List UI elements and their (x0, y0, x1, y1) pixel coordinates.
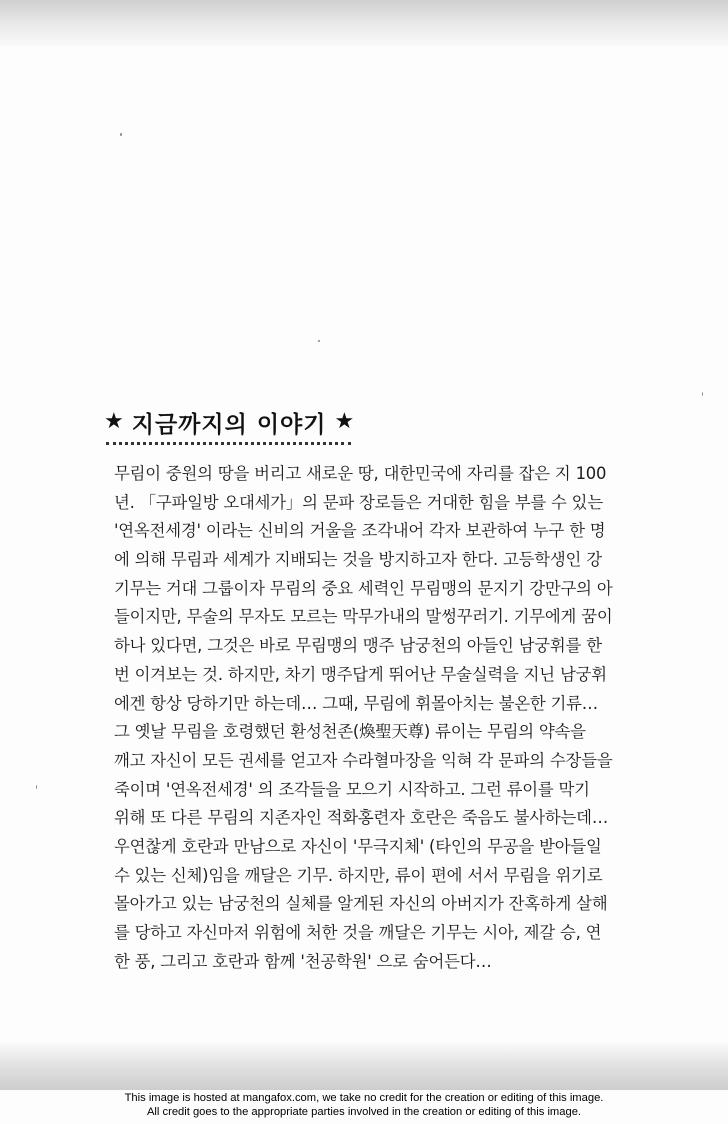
star-right-icon: ★ (334, 409, 355, 434)
story-line: 수 있는 신체)임을 깨달은 기무. 하지만, 류이 편에 서서 무림을 위기로 (114, 865, 603, 885)
story-line: 몰아가고 있는 남궁천의 실체를 알게된 자신의 아버지가 잔혹하게 살해 (114, 894, 608, 914)
story-line: 하나 있다면, 그것은 바로 무림맹의 맹주 남궁천의 아들인 남궁휘를 한 (114, 636, 602, 656)
heading-title: 지금까지의 이야기 (131, 411, 327, 438)
story-line: 에 의해 무림과 세계가 지배되는 것을 방지하고자 한다. 고등학생인 강 (114, 550, 602, 570)
story-line: 죽이며 '연옥전세경' 의 조각들을 모으기 시작하고. 그런 류이를 막기 (114, 779, 590, 799)
story-line: 번 이겨보는 것. 하지만, 차기 맹주답게 뛰어난 무술실력을 지닌 남궁휘 (114, 664, 607, 684)
star-left-icon: ★ (104, 409, 124, 434)
story-line: 년. 「구파일방 오대세가」의 문파 장로들은 거대한 힘을 부를 수 있는 (114, 492, 603, 512)
story-line: 우연찮게 호란과 만남으로 자신이 '무극지체' (타인의 무공을 받아들일 (114, 836, 602, 856)
scan-speck (702, 392, 703, 396)
story-line: 무림이 중원의 땅을 버리고 새로운 땅, 대한민국에 자리를 잡은 지 100 (114, 464, 607, 483)
story-line: '연옥전세경' 이라는 신비의 거울을 조각내어 각자 보관하여 누구 한 명 (114, 521, 606, 541)
story-line: 한 풍, 그리고 호란과 함께 '천공학원' 으로 숨어든다… (114, 951, 492, 971)
hosting-credit-line: This image is hosted at mangafox.com, we take no credit for the creation or editing of this image. (124, 1092, 604, 1104)
scan-speck (120, 133, 122, 136)
story-line: 들이지만, 무술의 무자도 모르는 막무가내의 말썽꾸러기. 기무에게 꿈이 (114, 607, 613, 627)
scan-speck (36, 785, 37, 789)
story-summary (114, 460, 634, 976)
dotted-divider (106, 442, 351, 445)
story-line: 그 옛날 무림을 호령했던 환성천존(煥聖天尊) 류이는 무림의 약속을 (114, 722, 586, 742)
story-so-far-heading (104, 402, 354, 442)
attribution-credit-line: All credit goes to the appropriate parties involved in the creation or editing of this image. (146, 1106, 582, 1118)
story-line: 깨고 자신이 모든 권세를 얻고자 수라혈마장을 익혀 각 문파의 수장들을 (114, 750, 613, 770)
story-line: 에겐 항상 당하기만 하는데… 그때, 무림에 휘몰아치는 불온한 기류… (114, 693, 598, 713)
story-line: 기무는 거대 그룹이자 무림의 중요 세력인 무림맹의 문지기 강만구의 아 (114, 578, 613, 598)
story-line: 를 당하고 자신마저 위험에 처한 것을 깨달은 기무는 시아, 제갈 승, 연 (114, 923, 602, 942)
scan-speck (318, 340, 320, 342)
scan-top-edge (0, 0, 728, 46)
story-line: 위해 또 다른 무림의 지존자인 적화홍련자 호란은 죽음도 불사하는데… (114, 808, 609, 828)
scan-bottom-edge (0, 1042, 728, 1090)
